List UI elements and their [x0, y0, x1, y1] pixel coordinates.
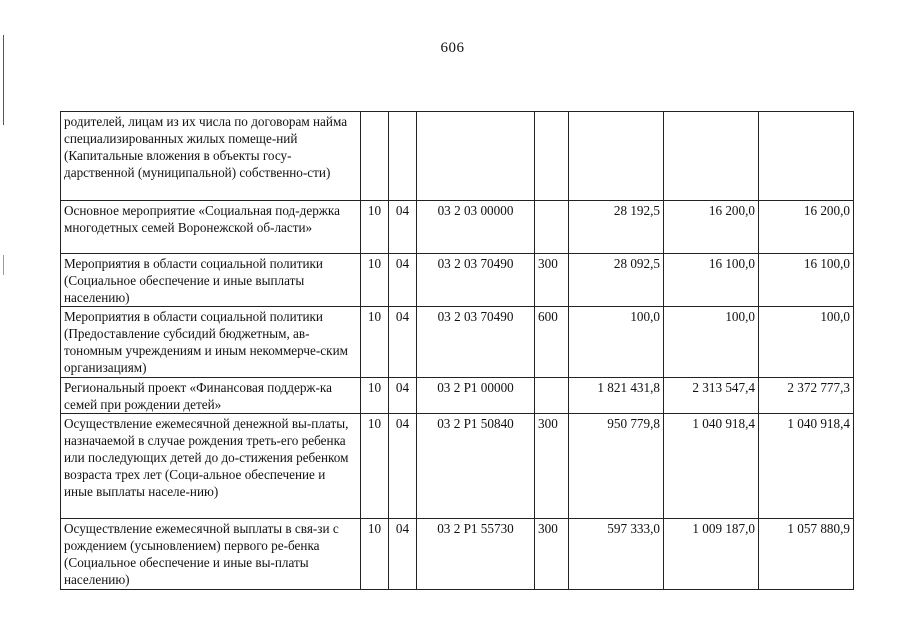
- cell-name: Мероприятия в области социальной политики (Предоставление субсидий бюджетным, ав-тономным учреждениям и иным некоммерче-ским организациям): [61, 307, 361, 378]
- cell-subsection: 04: [389, 201, 417, 254]
- cell-section: 10: [361, 378, 389, 414]
- cell-subsection: 04: [389, 254, 417, 307]
- table-row: [61, 378, 854, 414]
- cell-amount-year3: [759, 112, 854, 201]
- cell-target-article: 03 2 P1 55730: [417, 519, 535, 590]
- table-row: [61, 307, 854, 378]
- cell-amount-year1: 597 333,0: [569, 519, 664, 590]
- cell-expense-type: [535, 378, 569, 414]
- page-number: 606: [440, 40, 465, 56]
- cell-amount-year2: 16 100,0: [664, 254, 759, 307]
- table-row: [61, 112, 854, 201]
- cell-target-article: 03 2 03 70490: [417, 307, 535, 378]
- cell-section: 10: [361, 307, 389, 378]
- cell-amount-year1: 1 821 431,8: [569, 378, 664, 414]
- cell-subsection: 04: [389, 519, 417, 590]
- cell-amount-year2: 100,0: [664, 307, 759, 378]
- cell-amount-year1: 28 092,5: [569, 254, 664, 307]
- cell-expense-type: [535, 112, 569, 201]
- cell-name: Основное мероприятие «Социальная под-держка многодетных семей Воронежской об-ласти»: [61, 201, 361, 254]
- cell-target-article: [417, 112, 535, 201]
- cell-target-article: 03 2 03 00000: [417, 201, 535, 254]
- cell-amount-year1: 950 779,8: [569, 414, 664, 519]
- cell-name: Осуществление ежемесячной выплаты в свя-зи с рождением (усыновлением) первого ре-бенка (Социальное обеспечение и иные вы-платы населению): [61, 519, 361, 590]
- cell-amount-year3: 1 040 918,4: [759, 414, 854, 519]
- cell-amount-year3: 16 200,0: [759, 201, 854, 254]
- cell-amount-year2: [664, 112, 759, 201]
- cell-name: родителей, лицам из их числа по договорам найма специализированных жилых помеще-ний (Капитальные вложения в объекты госу-дарственной (муниципальной) собственно-сти): [61, 112, 361, 201]
- cell-name: Региональный проект «Финансовая поддерж-ка семей при рождении детей»: [61, 378, 361, 414]
- cell-subsection: 04: [389, 378, 417, 414]
- cell-amount-year1: 100,0: [569, 307, 664, 378]
- cell-section: [361, 112, 389, 201]
- cell-expense-type: 300: [535, 519, 569, 590]
- table-row: [61, 414, 854, 519]
- cell-subsection: [389, 112, 417, 201]
- cell-target-article: 03 2 P1 50840: [417, 414, 535, 519]
- cell-amount-year2: 2 313 547,4: [664, 378, 759, 414]
- cell-amount-year3: 2 372 777,3: [759, 378, 854, 414]
- budget-table: [60, 111, 854, 590]
- cell-amount-year2: 1 040 918,4: [664, 414, 759, 519]
- cell-section: 10: [361, 414, 389, 519]
- scan-edge-mark: [3, 255, 4, 275]
- cell-section: 10: [361, 519, 389, 590]
- cell-expense-type: 300: [535, 414, 569, 519]
- cell-target-article: 03 2 P1 00000: [417, 378, 535, 414]
- cell-amount-year1: 28 192,5: [569, 201, 664, 254]
- cell-section: 10: [361, 201, 389, 254]
- table-row: [61, 254, 854, 307]
- cell-amount-year3: 100,0: [759, 307, 854, 378]
- cell-name: Мероприятия в области социальной политики (Социальное обеспечение и иные выплаты населению): [61, 254, 361, 307]
- cell-name: Осуществление ежемесячной денежной вы-платы, назначаемой в случае рождения треть-его ребенка или последующих детей до до-стижения ребенком возраста трех лет (Соци-альное обеспечение и иные выплаты населе-нию): [61, 414, 361, 519]
- cell-amount-year1: [569, 112, 664, 201]
- cell-amount-year2: 1 009 187,0: [664, 519, 759, 590]
- cell-amount-year3: 1 057 880,9: [759, 519, 854, 590]
- cell-subsection: 04: [389, 307, 417, 378]
- cell-expense-type: 300: [535, 254, 569, 307]
- cell-amount-year3: 16 100,0: [759, 254, 854, 307]
- cell-section: 10: [361, 254, 389, 307]
- cell-expense-type: [535, 201, 569, 254]
- cell-amount-year2: 16 200,0: [664, 201, 759, 254]
- table-row: [61, 201, 854, 254]
- cell-expense-type: 600: [535, 307, 569, 378]
- table-row: [61, 519, 854, 590]
- cell-target-article: 03 2 03 70490: [417, 254, 535, 307]
- cell-subsection: 04: [389, 414, 417, 519]
